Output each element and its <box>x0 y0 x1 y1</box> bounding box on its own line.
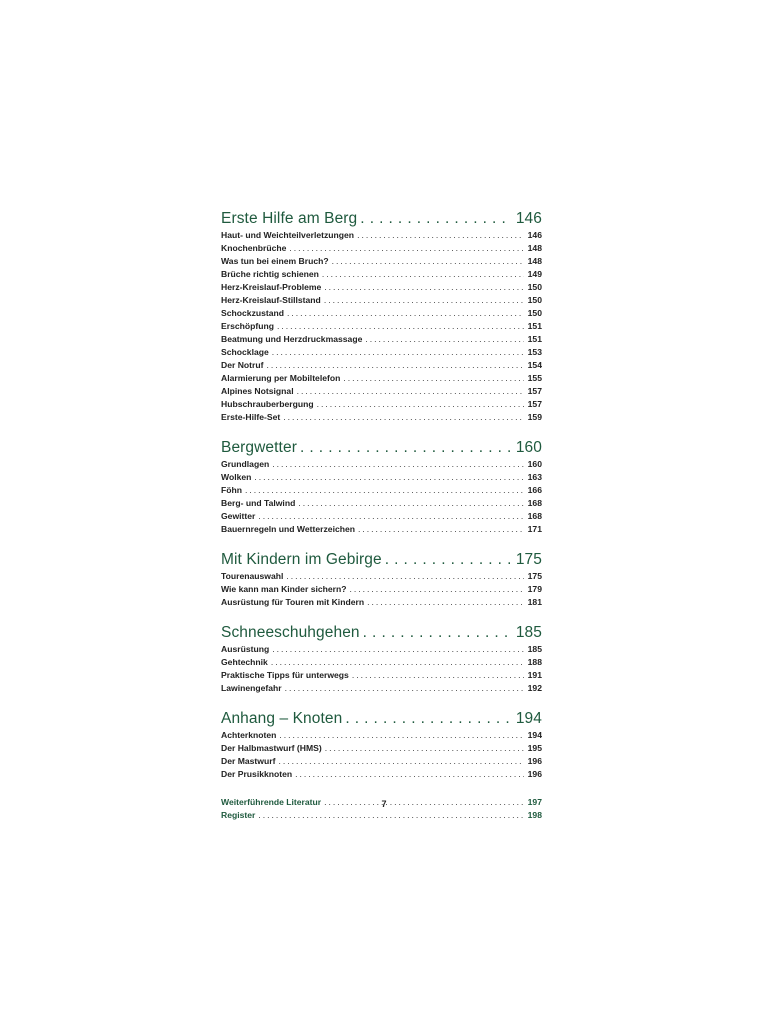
dot-leader <box>298 497 523 510</box>
toc-entry[interactable] <box>221 346 542 359</box>
entry-label: Knochenbrüche <box>221 243 287 253</box>
toc-entry[interactable] <box>221 242 542 255</box>
entry-label: Alarmierung per Mobiltelefon <box>221 373 341 383</box>
dot-leader <box>322 268 524 281</box>
entry-label: Hubschrauberbergung <box>221 399 314 409</box>
entry-page: 154 <box>527 360 542 370</box>
toc-section-erste-hilfe <box>221 210 542 424</box>
section-page: 185 <box>515 624 542 641</box>
entry-label: Berg- und Talwind <box>221 498 296 508</box>
entry-label: Herz-Kreislauf-Probleme <box>221 282 322 292</box>
section-heading[interactable] <box>221 210 542 229</box>
toc-entry[interactable] <box>221 669 542 682</box>
entry-page: 149 <box>527 269 542 279</box>
dot-leader <box>272 458 523 471</box>
entry-page: 155 <box>527 373 542 383</box>
toc-entry[interactable] <box>221 398 542 411</box>
entry-page: 188 <box>527 657 542 667</box>
entry-page: 194 <box>527 730 542 740</box>
toc-entry[interactable] <box>221 385 542 398</box>
toc-entry[interactable] <box>221 372 542 385</box>
entry-label: Beatmung und Herzdruckmassage <box>221 334 363 344</box>
entry-page: 148 <box>527 256 542 266</box>
entry-label: Ausrüstung <box>221 644 270 654</box>
entry-label: Der Halbmastwurf (HMS) <box>221 743 322 753</box>
page-number: 7 <box>381 799 387 809</box>
dot-leader <box>278 755 523 768</box>
section-title: Erste Hilfe am Berg <box>221 210 358 227</box>
toc-section-anhang-knoten <box>221 710 542 781</box>
toc-entry[interactable] <box>221 742 542 755</box>
entry-page: 168 <box>527 511 542 521</box>
toc-entry[interactable] <box>221 255 542 268</box>
toc-entry[interactable] <box>221 729 542 742</box>
dot-leader <box>365 333 523 346</box>
section-title: Schneeschuhgehen <box>221 624 360 641</box>
dot-leader <box>324 281 523 294</box>
dot-leader <box>352 669 524 682</box>
entry-page: 146 <box>527 230 542 240</box>
dot-leader <box>271 656 524 669</box>
dot-leader <box>332 255 524 268</box>
dot-leader <box>254 471 523 484</box>
toc-entry[interactable] <box>221 755 542 768</box>
section-page: 146 <box>515 210 542 227</box>
entry-page: 168 <box>527 498 542 508</box>
entry-label: Was tun bei einem Bruch? <box>221 256 329 266</box>
entry-label: Bauernregeln und Wetterzeichen <box>221 524 356 534</box>
entry-label: Praktische Tipps für unterwegs <box>221 670 349 680</box>
toc-section-bergwetter <box>221 439 542 536</box>
entry-label: Register <box>221 810 256 820</box>
dot-leader <box>324 294 524 307</box>
entry-page: 171 <box>527 524 542 534</box>
toc-entry[interactable] <box>221 570 542 583</box>
toc-entry[interactable] <box>221 471 542 484</box>
dot-leader <box>295 768 523 781</box>
toc-entry[interactable] <box>221 281 542 294</box>
section-title: Bergwetter <box>221 439 297 456</box>
dot-leader <box>358 523 524 536</box>
dot-leader <box>300 439 512 457</box>
section-page: 194 <box>515 710 542 727</box>
entry-page: 197 <box>527 797 542 807</box>
dot-leader <box>343 372 523 385</box>
entry-label: Der Notruf <box>221 360 264 370</box>
entry-label: Gehtechnik <box>221 657 268 667</box>
dot-leader <box>272 643 523 656</box>
section-heading[interactable] <box>221 439 542 458</box>
dot-leader <box>286 570 523 583</box>
entry-label: Erschöpfung <box>221 321 274 331</box>
toc-entry[interactable] <box>221 510 542 523</box>
entry-label: Der Mastwurf <box>221 756 276 766</box>
section-title: Anhang – Knoten <box>221 710 343 727</box>
entry-label: Schocklage <box>221 347 269 357</box>
entry-page: 196 <box>527 756 542 766</box>
section-title: Mit Kindern im Gebirge <box>221 551 382 568</box>
entry-label: Haut- und Weichteilverletzungen <box>221 230 355 240</box>
dot-leader <box>350 583 524 596</box>
dot-leader <box>297 385 524 398</box>
toc-section-schneeschuhgehen <box>221 624 542 695</box>
dot-leader <box>279 729 523 742</box>
dot-leader <box>267 359 524 372</box>
entry-page: 179 <box>527 584 542 594</box>
entry-label: Ausrüstung für Touren mit Kindern <box>221 597 365 607</box>
toc-entry[interactable] <box>221 333 542 346</box>
entry-page: 157 <box>527 386 542 396</box>
toc-entry[interactable] <box>221 596 542 609</box>
toc-entry[interactable] <box>221 411 542 424</box>
entry-label: Tourenauswahl <box>221 571 284 581</box>
toc-entry[interactable] <box>221 768 542 781</box>
entry-page: 150 <box>527 282 542 292</box>
entry-page: 157 <box>527 399 542 409</box>
entry-label: Erste-Hilfe-Set <box>221 412 281 422</box>
entry-page: 175 <box>527 571 542 581</box>
entry-label: Der Prusikknoten <box>221 769 293 779</box>
toc-entry[interactable] <box>221 484 542 497</box>
entry-page: 195 <box>527 743 542 753</box>
section-heading[interactable] <box>221 710 542 729</box>
dot-leader <box>357 229 524 242</box>
dot-leader <box>277 320 524 333</box>
toc-entry[interactable] <box>221 656 542 669</box>
entry-page: 153 <box>527 347 542 357</box>
dot-leader <box>325 742 524 755</box>
dot-leader <box>289 242 523 255</box>
entry-label: Föhn <box>221 485 242 495</box>
dot-leader <box>385 551 512 569</box>
entry-page: 160 <box>527 459 542 469</box>
entry-label: Lawinengefahr <box>221 683 282 693</box>
section-page: 160 <box>515 439 542 456</box>
dot-leader <box>272 346 524 359</box>
dot-leader <box>287 307 524 320</box>
toc-entry[interactable] <box>221 307 542 320</box>
toc-entry[interactable] <box>221 268 542 281</box>
toc-entry[interactable] <box>221 497 542 510</box>
section-page: 175 <box>515 551 542 568</box>
dot-leader <box>345 710 512 728</box>
entry-page: 166 <box>527 485 542 495</box>
entry-page: 192 <box>527 683 542 693</box>
table-of-contents <box>221 210 542 837</box>
entry-page: 148 <box>527 243 542 253</box>
entry-page: 191 <box>527 670 542 680</box>
entry-label: Schockzustand <box>221 308 285 318</box>
dot-leader <box>283 411 523 424</box>
dot-leader <box>258 510 523 523</box>
entry-page: 163 <box>527 472 542 482</box>
entry-page: 159 <box>527 412 542 422</box>
entry-label: Wolken <box>221 472 252 482</box>
entry-label: Weiterführende Literatur <box>221 797 322 807</box>
dot-leader <box>360 210 512 228</box>
entry-page: 185 <box>527 644 542 654</box>
dot-leader <box>258 809 523 822</box>
entry-label: Alpines Notsignal <box>221 386 294 396</box>
dot-leader <box>245 484 524 497</box>
entry-page: 151 <box>527 334 542 344</box>
dot-leader <box>317 398 524 411</box>
section-heading[interactable] <box>221 551 542 570</box>
entry-label: Wie kann man Kinder sichern? <box>221 584 347 594</box>
entry-label: Grundlagen <box>221 459 270 469</box>
entry-label: Brüche richtig schienen <box>221 269 319 279</box>
section-heading[interactable] <box>221 624 542 643</box>
entry-label: Herz-Kreislauf-Stillstand <box>221 295 321 305</box>
entry-page: 196 <box>527 769 542 779</box>
toc-entry[interactable] <box>221 229 542 242</box>
entry-page: 198 <box>527 810 542 820</box>
toc-entry[interactable] <box>221 682 542 695</box>
toc-entry[interactable] <box>221 583 542 596</box>
entry-label: Gewitter <box>221 511 256 521</box>
entry-page: 181 <box>527 597 542 607</box>
toc-entry[interactable] <box>221 643 542 656</box>
toc-entry[interactable] <box>221 294 542 307</box>
entry-label: Achterknoten <box>221 730 277 740</box>
toc-entry[interactable] <box>221 523 542 536</box>
entry-page: 151 <box>527 321 542 331</box>
toc-entry[interactable] <box>221 320 542 333</box>
toc-entry-register[interactable] <box>221 809 542 822</box>
dot-leader <box>285 682 524 695</box>
entry-page: 150 <box>527 295 542 305</box>
entry-page: 150 <box>527 308 542 318</box>
dot-leader <box>363 624 512 642</box>
dot-leader <box>367 596 524 609</box>
toc-entry[interactable] <box>221 458 542 471</box>
toc-section-kinder <box>221 551 542 609</box>
toc-entry[interactable] <box>221 359 542 372</box>
